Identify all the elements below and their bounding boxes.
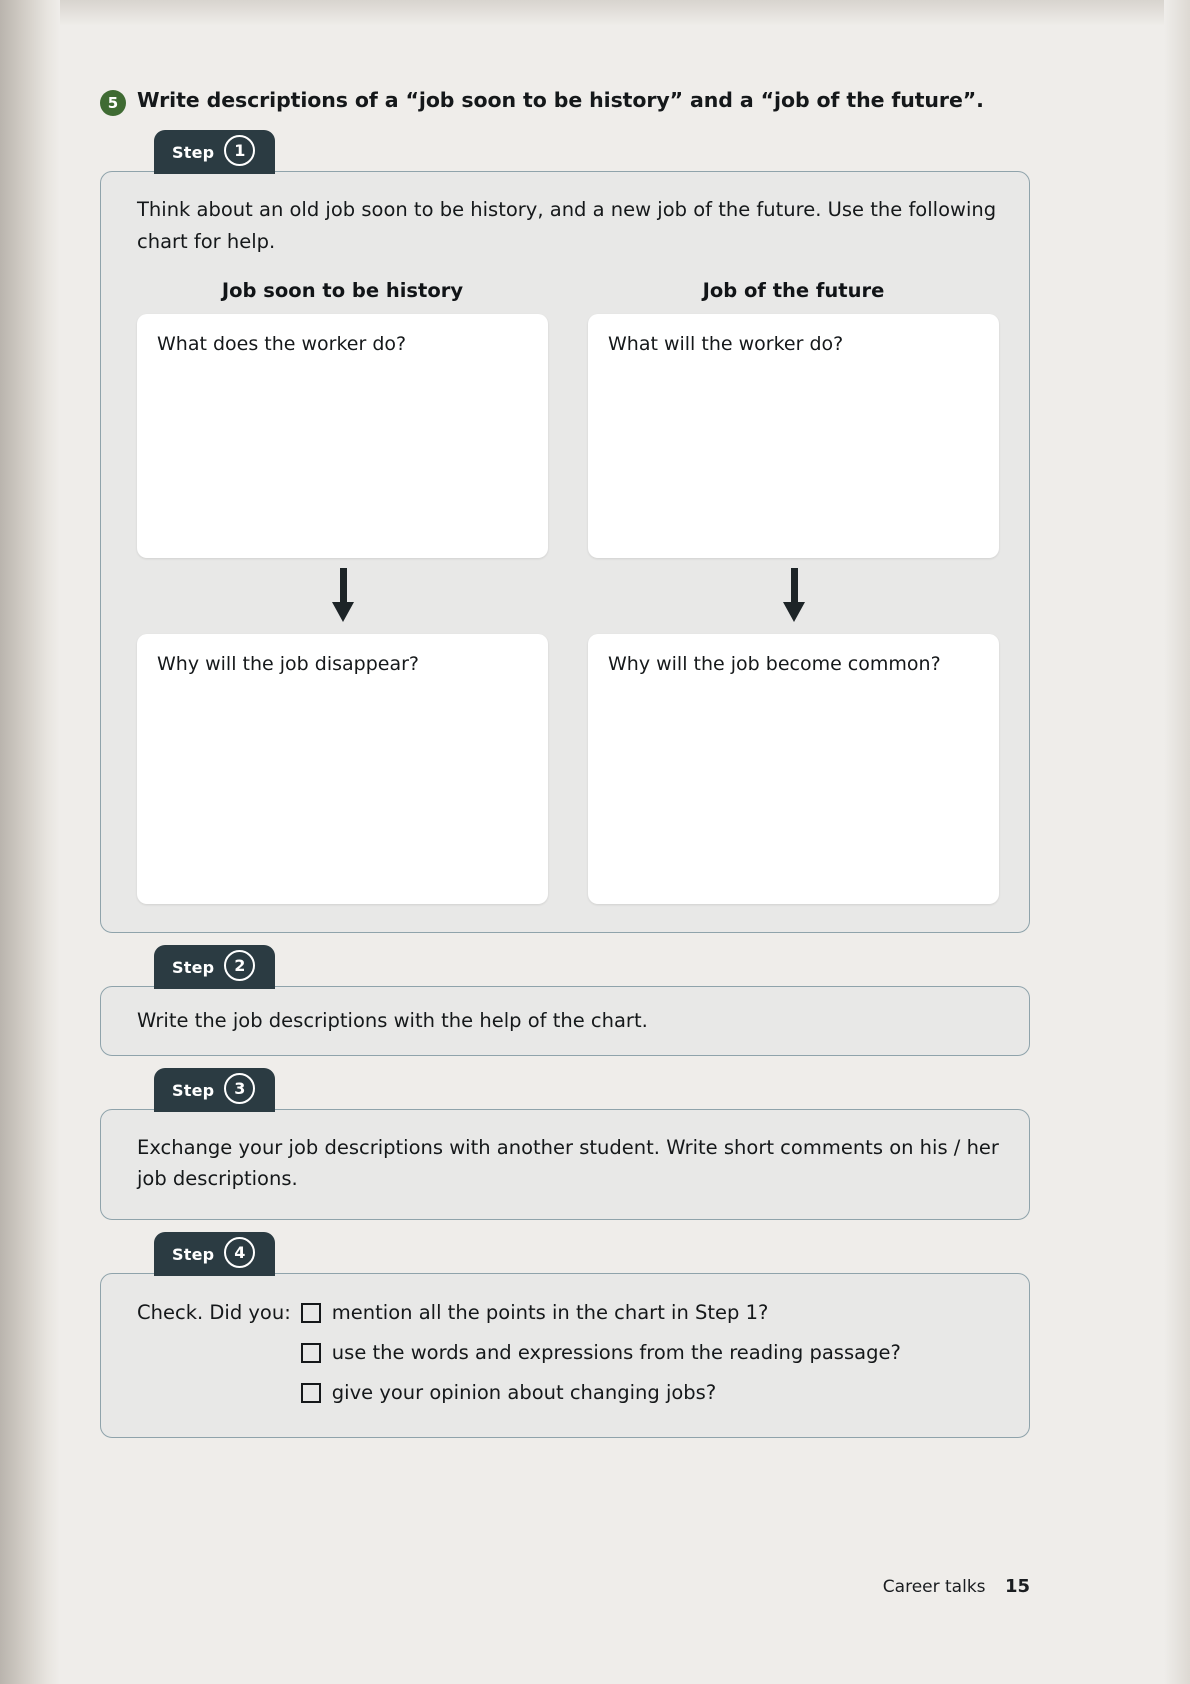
check-item[interactable]	[301, 1298, 901, 1328]
step-tab-2	[154, 945, 275, 989]
check-item[interactable]	[301, 1338, 901, 1368]
down-arrow-icon	[336, 568, 350, 624]
chart-cell-history-why[interactable]: Why will the job disappear?	[137, 634, 548, 904]
arrow-wrap-right	[588, 568, 999, 624]
chart-cell-future-why[interactable]: Why will the job become common?	[588, 634, 999, 904]
book-binding-shadow	[0, 0, 60, 1684]
page-footer	[100, 1576, 1030, 1597]
task-number-badge: 5	[100, 90, 126, 116]
step-3-instruction: Exchange your job descriptions with another student. Write short comments on his / her job descriptions.	[137, 1135, 999, 1191]
step-tab-3	[154, 1068, 275, 1112]
check-item-label: use the words and expressions from the reading passage?	[331, 1341, 901, 1365]
self-check-list	[137, 1298, 999, 1409]
footer-page-number: 15	[1004, 1576, 1030, 1597]
page-edge-top	[0, 0, 1190, 26]
checkbox-icon[interactable]	[301, 1343, 321, 1363]
step-number-icon: 4	[224, 1237, 255, 1268]
step-2-instruction: Write the job descriptions with the help of the chart.	[137, 1009, 648, 1033]
chart-row-2	[137, 634, 999, 904]
planning-chart	[137, 279, 999, 904]
chart-row-1	[137, 314, 999, 558]
checkbox-icon[interactable]	[301, 1303, 321, 1323]
check-item[interactable]	[301, 1378, 901, 1408]
step-label: Step	[172, 1080, 215, 1100]
checkbox-icon[interactable]	[301, 1383, 321, 1403]
step-1-box	[100, 171, 1030, 933]
step-tab-1	[154, 130, 275, 174]
step-label: Step	[172, 1244, 215, 1264]
page-content	[100, 88, 1030, 1438]
check-items	[301, 1298, 901, 1409]
chart-column-header-2: Job of the future	[702, 279, 885, 303]
down-arrow-icon	[787, 568, 801, 624]
check-item-label: mention all the points in the chart in Step 1?	[331, 1300, 769, 1324]
step-label: Step	[172, 958, 215, 978]
arrow-wrap-left	[137, 568, 548, 624]
footer-unit-title: Career talks	[882, 1577, 986, 1597]
chart-column-headers	[137, 279, 999, 314]
step-2-box	[100, 986, 1030, 1056]
chart-cell-history-what[interactable]: What does the worker do?	[137, 314, 548, 558]
page-edge-right	[1164, 0, 1190, 1684]
step-label: Step	[172, 143, 215, 162]
step-tab-4	[154, 1232, 275, 1276]
chart-cell-future-what[interactable]: What will the worker do?	[588, 314, 999, 558]
check-lead-text: Check. Did you:	[137, 1300, 291, 1324]
step-4-box	[100, 1273, 1030, 1438]
chart-column-header-1: Job soon to be history	[221, 279, 464, 303]
step-number-icon: 2	[224, 950, 255, 981]
check-item-label: give your opinion about changing jobs?	[331, 1381, 717, 1405]
step-1-instruction: Think about an old job soon to be history, and a new job of the future. Use the following chart for help.	[137, 198, 997, 253]
step-number-icon: 1	[224, 135, 255, 166]
chart-arrows	[137, 568, 999, 624]
task-heading	[100, 88, 1030, 116]
page-title: Write descriptions of a “job soon to be history” and a “job of the future”.	[137, 88, 984, 112]
step-number-icon: 3	[224, 1073, 255, 1104]
step-3-box	[100, 1109, 1030, 1220]
